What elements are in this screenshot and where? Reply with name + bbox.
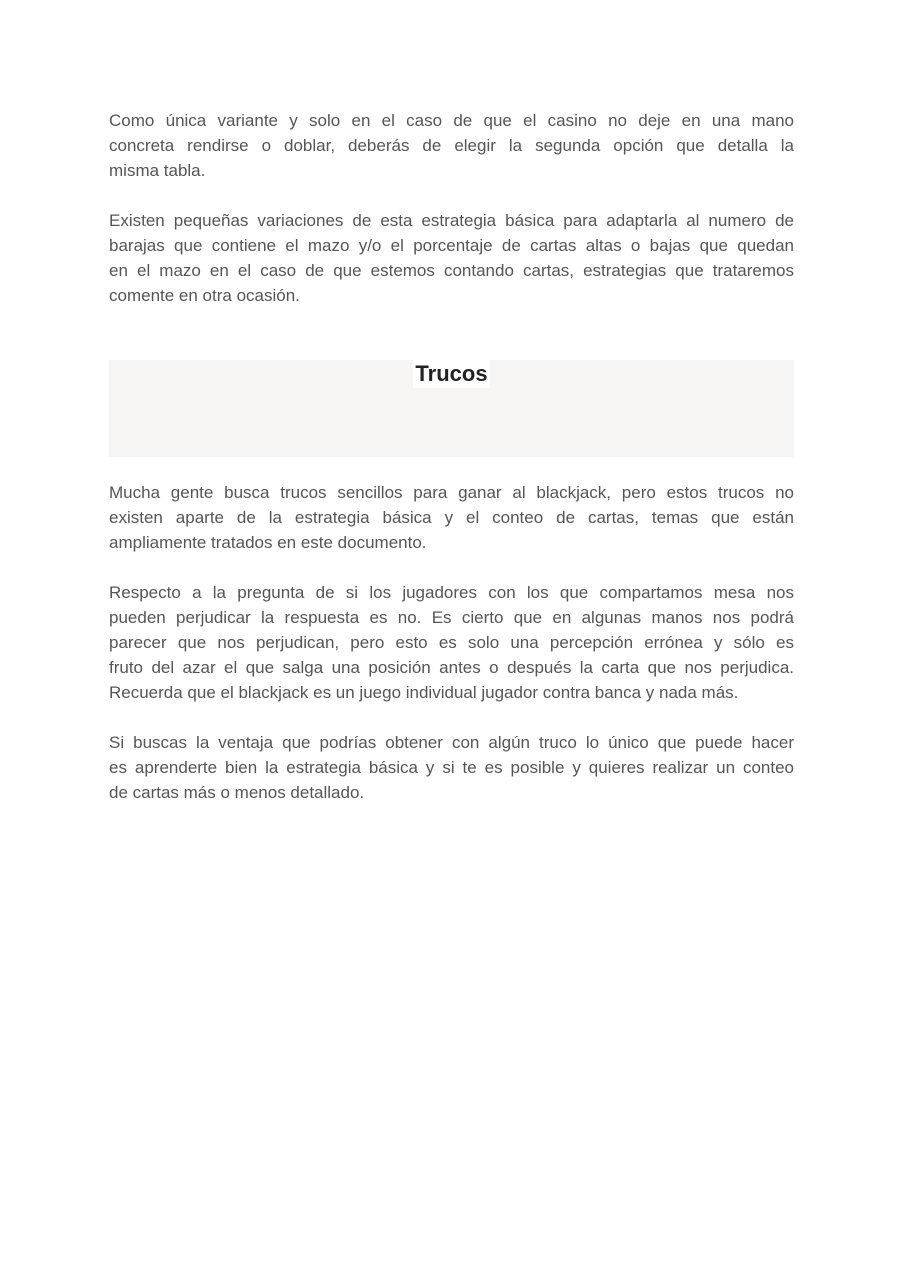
text-line: existen aparte de la estrategia básica y el conteo de cartas, temas que están bbox=[109, 508, 794, 527]
text-line: en el mazo en el caso de que estemos contando cartas, estrategias que trataremos bbox=[109, 261, 794, 280]
paragraph-variaciones bbox=[109, 208, 794, 308]
paragraph-trucos bbox=[109, 480, 794, 555]
text-line: Si buscas la ventaja que podrías obtener con algún truco lo único que puede hacer bbox=[109, 733, 794, 752]
text-line: fruto del azar el que salga una posición antes o después la carta que nos perjudica. bbox=[109, 658, 794, 677]
text-line: Como única variante y solo en el caso de que el casino no deje en una mano bbox=[109, 111, 794, 130]
text-line: comente en otra ocasión. bbox=[109, 286, 300, 305]
text-line: misma tabla. bbox=[109, 161, 206, 180]
text-line: pueden perjudicar la respuesta es no. Es cierto que en algunas manos nos podrá bbox=[109, 608, 794, 627]
text-line: de cartas más o menos detallado. bbox=[109, 783, 365, 802]
text-line: parecer que nos perjudican, pero esto es solo una percepción errónea y sólo es bbox=[109, 633, 794, 652]
text-line: barajas que contiene el mazo y/o el porcentaje de cartas altas o bajas que quedan bbox=[109, 236, 794, 255]
text-line: concreta rendirse o doblar, deberás de elegir la segunda opción que detalla la bbox=[109, 136, 794, 155]
text-line: Respecto a la pregunta de si los jugadores con los que compartamos mesa nos bbox=[109, 583, 794, 602]
text-line: Existen pequeñas variaciones de esta estrategia básica para adaptarla al numero de bbox=[109, 211, 794, 230]
paragraph-variante bbox=[109, 108, 794, 183]
paragraph-ventaja bbox=[109, 730, 794, 805]
paragraph-jugadores bbox=[109, 580, 794, 705]
text-line: ampliamente tratados en este documento. bbox=[109, 533, 427, 552]
section-header-box bbox=[109, 360, 794, 457]
text-line: es aprenderte bien la estrategia básica y si te es posible y quieres realizar un conteo bbox=[109, 758, 794, 777]
section-title: Trucos bbox=[415, 361, 488, 386]
text-line: Recuerda que el blackjack es un juego individual jugador contra banca y nada más. bbox=[109, 683, 739, 702]
text-line: Mucha gente busca trucos sencillos para ganar al blackjack, pero estos trucos no bbox=[109, 483, 794, 502]
